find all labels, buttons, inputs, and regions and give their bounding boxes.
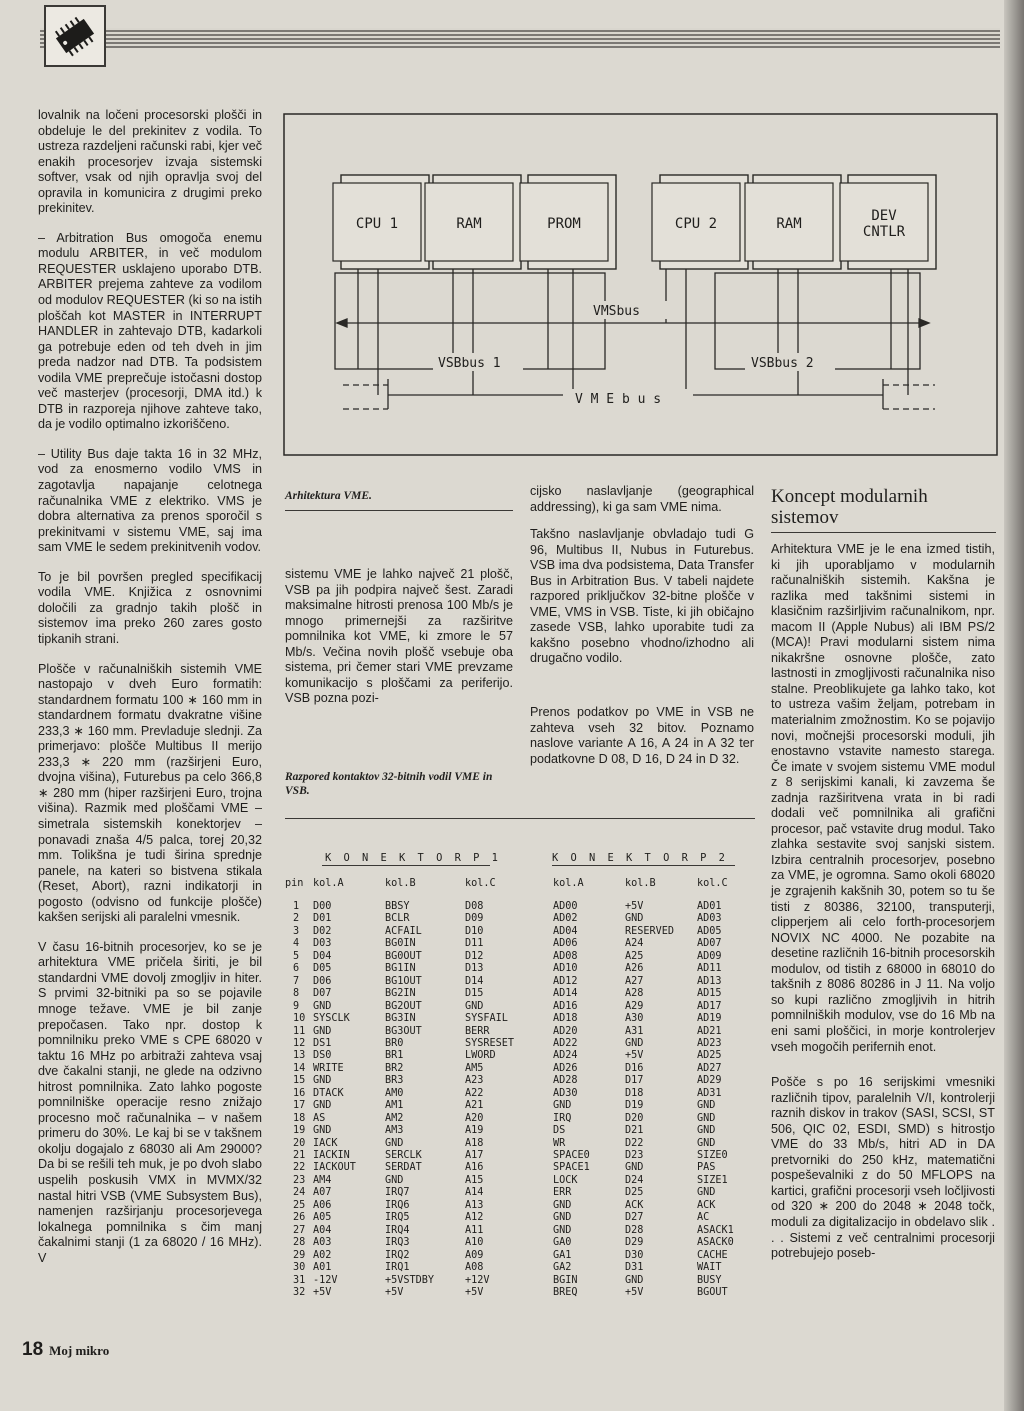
table-cell: +5V	[313, 1286, 332, 1298]
table-cell: GND	[313, 1025, 332, 1037]
column-3	[530, 484, 754, 779]
table-cell: AD30	[553, 1087, 578, 1099]
table-cell: AD18	[553, 1013, 578, 1025]
table-cell: GND	[625, 1162, 644, 1174]
table-cell: +5V	[625, 1050, 644, 1062]
table-cell: D02	[313, 925, 332, 937]
table-cell: D04	[313, 950, 332, 962]
page-number: 18	[22, 1339, 44, 1360]
table-cell: BG2OUT	[385, 1000, 422, 1012]
table-cell: D28	[625, 1224, 644, 1236]
table-cell: BREQ	[553, 1286, 578, 1298]
table-cell: +5V	[625, 901, 644, 912]
table-cell: 25	[293, 1199, 306, 1211]
table-cell: 13	[293, 1050, 306, 1062]
table-cell: GND	[313, 1100, 332, 1112]
vme-architecture-diagram	[283, 113, 999, 458]
paragraph: Prenos podatkov po VME in VSB ne zahteva vseh 32 bitov. Poznamo naslove variante A 16, A 24 in A 32 ter podatkovne D 08, D 16, D 24 in D 32.	[530, 705, 754, 766]
chip-icon	[46, 7, 104, 65]
table-cell: +12V	[465, 1274, 490, 1286]
magazine-name: Moj mikro	[49, 1343, 110, 1358]
table-cell: 24	[293, 1187, 306, 1199]
table-cell: AD27	[697, 1062, 722, 1074]
table-cell: D17	[625, 1075, 644, 1087]
table-cell: D00	[313, 901, 332, 912]
table-cell: PAS	[697, 1162, 716, 1174]
table-cell: AD31	[697, 1087, 722, 1099]
table-cell: GND	[553, 1212, 572, 1224]
table-cell: GND	[553, 1199, 572, 1211]
table-cell: D08	[465, 901, 484, 912]
table-cell: DS0	[313, 1050, 332, 1062]
table-cell: D20	[625, 1112, 644, 1124]
table-cell: D21	[625, 1125, 644, 1137]
table-cell: BR3	[385, 1075, 404, 1087]
table-cell: 1	[293, 901, 300, 912]
table-cell: DS	[553, 1125, 566, 1137]
table-cell: AM0	[385, 1087, 404, 1099]
table-cell: A15	[465, 1174, 484, 1186]
table-cell: BBSY	[385, 901, 410, 912]
table-cell: LOCK	[553, 1174, 578, 1186]
table-cell: D18	[625, 1087, 644, 1099]
table-cell: A10	[465, 1237, 484, 1249]
table-cell: 22	[293, 1162, 306, 1174]
table-cell: 15	[293, 1075, 306, 1087]
table-cell: GND	[385, 1137, 404, 1149]
table-cell: GND	[553, 1224, 572, 1236]
table-cell: kol.B	[625, 878, 656, 889]
table-cell: 27	[293, 1224, 306, 1236]
table-cell: RESERVED	[625, 925, 675, 937]
table-cell: 8	[293, 988, 300, 1000]
table-cell: kol.A	[313, 878, 344, 889]
table-cell: AM5	[465, 1062, 484, 1074]
table-cell: AM1	[385, 1100, 404, 1112]
table-cell: BGOUT	[697, 1286, 728, 1298]
table-cell: AD23	[697, 1037, 722, 1049]
paragraph: V času 16-bitnih procesorjev, ko se je arhitektura VME pričela širiti, je bil standardni VME dovolj zmogljiv in hiter. S prvimi 32-bitniki pa so se pojavile mnoge težave. VME je bil zanje prepočasen. Tako npr. dostop k pomnilniku preko VME s CPE 68020 v taktu 16 MHz po arbitraži zahteva vsaj dve čakalni stanji, ne glede na odzivno hitrost pomnilnika. Zato lahko pogoste pomnilniške operacije resno znižajo procesno moč računalnika – v našem primeru do 30%. Le kaj bi se v takšnem okolju dogajalo z 68030 ali Am 29000? Da bi se rešili teh muk, je po dvoh slabo uspelih poskusih VMX in MVMX/32 nastal hitri VSB (VME Subsystem Bus), namenjen razširjanju procesorjevega lokalnega pomnilnika s čim manj čakalnimi stanji (1 za 68020 / 16 MHz). V	[38, 939, 262, 1265]
table-cell: 26	[293, 1212, 306, 1224]
table-cell: AD16	[553, 1000, 578, 1012]
table-cell: AD09	[697, 950, 722, 962]
vmsbus-arrow-left	[337, 319, 347, 327]
table-cell: D06	[313, 975, 332, 987]
table-cell: GA1	[553, 1249, 572, 1261]
table-cell: pin	[285, 878, 304, 889]
table-cell: AD07	[697, 938, 722, 950]
table-cell: GND	[625, 913, 644, 925]
table-cell: SPACE0	[553, 1150, 590, 1161]
caption-architecture: Arhitektura VME.	[285, 490, 372, 502]
table-cell: AD26	[553, 1062, 578, 1074]
table-cell: A31	[625, 1025, 644, 1037]
table-cell: DTACK	[313, 1087, 344, 1099]
table-cell: 30	[293, 1262, 306, 1274]
table-cell: A08	[465, 1262, 484, 1274]
table-cell: A23	[465, 1075, 484, 1087]
table-cell: A28	[625, 988, 644, 1000]
table-cell: IACKOUT	[313, 1162, 356, 1174]
table-cell: BERR	[465, 1025, 490, 1037]
table-cell: AM4	[313, 1174, 332, 1186]
table-cell: 10	[293, 1013, 306, 1025]
table-cell: D14	[465, 975, 484, 987]
table-cell: D16	[625, 1062, 644, 1074]
table-cell: BR0	[385, 1037, 404, 1049]
diagram-block-label: CPU 1	[355, 216, 399, 232]
table-cell: D15	[465, 988, 484, 1000]
table-cell: 29	[293, 1249, 306, 1261]
table-cell: BG3OUT	[385, 1025, 422, 1037]
table-cell: A12	[465, 1212, 484, 1224]
table-cell: WR	[553, 1137, 566, 1149]
column-1	[38, 108, 262, 1280]
table-cell: +5V	[465, 1286, 484, 1298]
table-cell: D29	[625, 1237, 644, 1249]
paragraph: sistemu VME je lahko največ 21 plošč, VSB pa jih podpira največ šest. Zaradi maksimalne hitrosti prenosa 100 Mb/s je mnogo primernejši za razširitve pomnilnika kot VME, ki zmore le 57 Mb/s. Večina novih plošč vsebuje oba sistema, pri čemer stari VME prevzame komunikacijo s ploščami za periferijo. VSB pozna pozi-	[285, 567, 513, 706]
table-cell: 4	[293, 938, 300, 950]
table-cell: GND	[465, 1000, 484, 1012]
table-cell: AD19	[697, 1013, 722, 1025]
table-cell: 32	[293, 1286, 306, 1298]
page-footer	[22, 1339, 109, 1361]
table-cell: AD21	[697, 1025, 722, 1037]
table-cell: kol.C	[697, 878, 728, 889]
table-cell: AD00	[553, 901, 578, 912]
diagram-block-label: DEV	[871, 208, 897, 224]
table-cell: ASACK1	[697, 1224, 734, 1236]
table-cell: D22	[625, 1137, 644, 1149]
table-cell: D10	[465, 925, 484, 937]
table-cell: 23	[293, 1174, 306, 1186]
diagram-block-label: CNTLR	[862, 224, 906, 240]
table-cell: SERCLK	[385, 1150, 422, 1161]
caption-rule	[285, 510, 513, 511]
table-cell: SYSFAIL	[465, 1013, 508, 1025]
table-cell: SERDAT	[385, 1162, 422, 1174]
table-cell: GND	[553, 1100, 572, 1112]
table-cell: AD20	[553, 1025, 578, 1037]
table-cell: ASACK0	[697, 1237, 734, 1249]
table-cell: D31	[625, 1262, 644, 1274]
table-cell: D12	[465, 950, 484, 962]
table-cell: LWORD	[465, 1050, 496, 1062]
table-cell: GND	[313, 1075, 332, 1087]
table-cell: D25	[625, 1187, 644, 1199]
table-cell: AM3	[385, 1125, 404, 1137]
table-cell: AD25	[697, 1050, 722, 1062]
paragraph: Arhitektura VME je le ena izmed tistih, ki jih uporabljamo v modularnih računalniških sistemih. Kakšna je razlika med takšnimi sistemi in klasičnim razširljivim računalnikom, npr. macom II (Apple Nubus) ali IBM PS/2 (MCA)! Pravi modularni sistem nima nikakršne osnovne plošče, zato lastnosti in zmogljivosti računalnika niso stalne. Preoblikujete ga lahko tako, kot to ustreza vašim željam, potrebam in materialnim zmožnostim. Ko se pojavijo novi, močnejši procesorski moduli, jih enostavno vstavite namesto starega. Če imate v svojem sistemu VME modul z 8 serijskimi kanali, ki zavzema še zadnja razširitvena vrata in bi radi dodali več pomnilnika ali grafični procesor, pač vstavite drug modul. Tako zlahka sestavite svoj sanjski sistem. Izbira centralnih procesorjev, posebno za VME, je ogromna. Samo okoli 68020 je zgrajenih kakšnih 30, potem so tu še tisti z 80386, 32100, transputerji, clipperjem ali celo forth-procesorjem NOVIX NC 4000. Ne pozabite na desetine različnih 16-bitnih procesorskih modulov, od tistih z 68000 in 68010 do takšnih z 8086 80286 in J 11. Na voljo so kupi različno zmogljivih in hitrih pomnilniških modulov, vse do 16 Mb na eni sami ploščici, in morje kontrolerjev vseh mogočih perifernih enot.	[771, 542, 996, 1054]
paragraph: – Arbitration Bus omogoča enemu modulu ARBITER, in več modulom REQUESTER usklajeno uporabo DTB. ARBITER prejema zahteve za vodilom od modulov REQUESTER (ki so na istih ploščah kot MASTER in INTERRUPT HANDLER in zahtevajo DTB, kadarkoli ga potrebuje eden od teh dveh in jim preda nadzor nad DTB. Ta podsistem vodila VME preprečuje istočasni dostop več masterjev (procesorji, DMA itd.) k DTB in razporeja njihove zahteve tako, da je vodilo optimalno izkoriščeno.	[38, 230, 262, 432]
table-cell: A22	[465, 1087, 484, 1099]
paragraph: cijsko naslavljanje (geographical addressing), ki ga sam VME nima.	[530, 484, 754, 514]
paragraph: Takšno naslavljanje obvladajo tudi G 96, Multibus II, Nubus in Futurebus. VSB ima dva podsistema, Data Transfer Bus in Arbitration Bus. V tabeli najdete razpored priključkov 32-bitne plošče v VME, VMS in VSB. Tiste, ki jih običajno zasede VSB, lahko uporabite tudi za kakšno posebno vhodno/izhodno ali drugačno vodilo.	[530, 527, 754, 666]
connectors	[358, 269, 908, 395]
table-cell: IRQ	[553, 1112, 572, 1124]
table-cell: AD03	[697, 913, 722, 925]
header-rule	[40, 28, 1000, 48]
table-cell: A04	[313, 1224, 332, 1236]
table-cell: BGIN	[553, 1274, 578, 1286]
paragraph: Pošče s po 16 serijskimi vmesniki različnih tipov, paralelnih V/I, kontrolerji raznih diskov in trakov (SASI, SCSI, ST 506, QIC 02, ESDI, SMD) s hitrostjo VME do 33 Mb/s, hitri AD in DA pretvorniki do 250 kHz, matematični pospeševalniki z do 50 MFLOPS na kartici, grafični procesorji vseh ločljivosti od 320 ∗ 200 do 2048 ∗ 2048 točk, moduli za digitalizacijo in obdelavo slik . . . Sistemi z več centralnimi procesorji potrebujejo poseb-	[771, 1075, 995, 1261]
table-cell: A01	[313, 1262, 332, 1274]
paragraph: lovalnik na ločeni procesorski plošči in obdeluje le del prekinitev z vodila. To ustreza razdeljeni računski rabi, kjer več enakih procesorjev izvaja sistemski softver, vsak od njih opravlja svoj del opravila in komunicira z drugimi preko prekinitev.	[38, 108, 262, 216]
table-cell: IRQ7	[385, 1187, 410, 1199]
vsbbus-2-label: VSBbus 2	[751, 356, 814, 371]
chip-logo	[44, 5, 106, 67]
title-underline-p2	[552, 865, 735, 866]
table-cell: A25	[625, 950, 644, 962]
table-cell: A21	[465, 1100, 484, 1112]
table-cell: 17	[293, 1100, 306, 1112]
table-cell: 6	[293, 963, 300, 975]
table-cell: A17	[465, 1150, 484, 1161]
table-cell: D30	[625, 1249, 644, 1261]
table-cell: SIZE1	[697, 1174, 728, 1186]
table-cell: D27	[625, 1212, 644, 1224]
table-title-p2: K O N E K T O R P 2	[552, 852, 728, 864]
diagram-block-label: RAM	[776, 216, 802, 232]
section-heading: Koncept modularnih sistemov	[771, 486, 928, 528]
table-cell: D11	[465, 938, 484, 950]
table-cell: GND	[625, 1037, 644, 1049]
table-cell: IACKIN	[313, 1150, 350, 1161]
table-cell: WAIT	[697, 1262, 722, 1274]
table-cell: +5V	[385, 1286, 404, 1298]
table-cell: SYSCLK	[313, 1013, 350, 1025]
table-cell: D01	[313, 913, 332, 925]
table-cell: AD29	[697, 1075, 722, 1087]
caption-table: Razpored kontaktov 32-bitnih vodil VME in VSB.	[285, 771, 493, 797]
table-cell: BG1IN	[385, 963, 416, 975]
table-cell: A07	[313, 1187, 332, 1199]
table-cell: 3	[293, 925, 300, 937]
table-cell: BR2	[385, 1062, 404, 1074]
paragraph: Plošče v računalniških sistemih VME nastopajo v dveh Euro formatih: standardnem formatu 100 ∗ 160 mm in standardnem formatu dvakratne višine 233,3 ∗ 160 mm. Prevladuje slednji. Za primerjavo: plošče Multibus II merijo 233,3 ∗ 220 mm (razširjeni Euro, dvojna višina), Futurebus pa celo 366,8 ∗ 280 mm (hiper razširjeni Euro, trojna višina). Razmik med ploščami VME – simetrala sistemskih konektorjev – ponavadi znaša 4/5 palca, torej 20,32 mm. Tolikšna je tudi širina sprednje panele, na kateri so bistvena stikala (Reset, Abort), razni indikatorji in pogosto (odvisno od funkcije plošče) kakšen serijski ali paralelni vmesnik.	[38, 661, 262, 925]
table-cell: A02	[313, 1249, 332, 1261]
table-cell: D05	[313, 963, 332, 975]
table-cell: kol.B	[385, 878, 416, 889]
title-underline-p1	[322, 865, 490, 866]
table-cell: A27	[625, 975, 644, 987]
table-cell: A03	[313, 1237, 332, 1249]
table-cell: GND	[313, 1125, 332, 1137]
table-cell: IRQ5	[385, 1212, 410, 1224]
table-cell: AD05	[697, 925, 722, 937]
table-cell: A20	[465, 1112, 484, 1124]
table-cell: AD13	[697, 975, 722, 987]
table-cell: -12V	[313, 1274, 338, 1286]
table-cell: AD15	[697, 988, 722, 1000]
table-cell: 2	[293, 913, 300, 925]
table-cell: AD17	[697, 1000, 722, 1012]
table-cell: AD08	[553, 950, 578, 962]
table-cell: GND	[697, 1125, 716, 1137]
table-cell: GND	[697, 1112, 716, 1124]
table-cell: AD10	[553, 963, 578, 975]
table-cell: 9	[293, 1000, 300, 1012]
table-cell: A11	[465, 1224, 484, 1236]
table-cell: GND	[697, 1137, 716, 1149]
table-cell: CACHE	[697, 1249, 728, 1261]
table-cell: GND	[625, 1274, 644, 1286]
table-cell: AD22	[553, 1037, 578, 1049]
table-cell: GND	[697, 1187, 716, 1199]
table-cell: A24	[625, 938, 644, 950]
table-cell: GA0	[553, 1237, 572, 1249]
table-cell: BG2IN	[385, 988, 416, 1000]
table-cell: A29	[625, 1000, 644, 1012]
table-cell: 5	[293, 950, 300, 962]
table-cell: A09	[465, 1249, 484, 1261]
table-cell: AD06	[553, 938, 578, 950]
table-cell: A05	[313, 1212, 332, 1224]
table-cell: AD12	[553, 975, 578, 987]
page-binding-shadow	[1004, 0, 1024, 1411]
diagram-block-label: RAM	[456, 216, 482, 232]
table-cell: AD11	[697, 963, 722, 975]
table-cell: kol.C	[465, 878, 496, 889]
vsbbus-1-label: VSBbus 1	[438, 356, 501, 371]
table-cell: AM2	[385, 1112, 404, 1124]
table-title-p1: K O N E K T O R P 1	[325, 852, 501, 864]
table-cell: DS1	[313, 1037, 332, 1049]
table-cell: AD24	[553, 1050, 578, 1062]
paragraph: To je bil površen pregled specifikacij vodila VME. Knjižica z osnovnimi določili za gradnjo takih plošč in sistemov ima preko 260 zares gosto tipkanih strani.	[38, 569, 262, 646]
table-cell: AD01	[697, 901, 722, 912]
table-cell: AD14	[553, 988, 578, 1000]
table-cell: IRQ4	[385, 1224, 410, 1236]
column-4	[771, 542, 995, 1274]
diagram-block-label: PROM	[547, 216, 581, 232]
table-cell: BG0IN	[385, 938, 416, 950]
connector-table	[285, 870, 755, 1298]
table-cell: BG0OUT	[385, 950, 422, 962]
table-cell: BG1OUT	[385, 975, 422, 987]
table-cell: 18	[293, 1112, 306, 1124]
table-cell: A06	[313, 1199, 332, 1211]
table-cell: A16	[465, 1162, 484, 1174]
table-cell: SPACE1	[553, 1162, 590, 1174]
table-cell: IRQ3	[385, 1237, 410, 1249]
table-cell: AS	[313, 1112, 326, 1124]
table-cell: 21	[293, 1150, 306, 1161]
table-cell: A18	[465, 1137, 484, 1149]
table-cell: AD04	[553, 925, 578, 937]
table-cell: D13	[465, 963, 484, 975]
heading-rule	[771, 532, 996, 533]
table-cell: 7	[293, 975, 300, 987]
table-rule	[285, 818, 755, 819]
table-cell: A26	[625, 963, 644, 975]
column-2	[285, 567, 513, 721]
table-cell: D19	[625, 1100, 644, 1112]
table-cell: BG3IN	[385, 1013, 416, 1025]
table-cell: 12	[293, 1037, 306, 1049]
table-cell: AD28	[553, 1075, 578, 1087]
table-cell: ACK	[697, 1199, 716, 1211]
table-cell: WRITE	[313, 1062, 344, 1074]
table-cell: kol.A	[553, 878, 584, 889]
table-cell: GND	[697, 1100, 716, 1112]
table-cell: IACK	[313, 1137, 338, 1149]
table-cell: 28	[293, 1237, 306, 1249]
table-cell: 14	[293, 1062, 306, 1074]
table-cell: 16	[293, 1087, 306, 1099]
diagram-block-label: CPU 2	[674, 216, 718, 232]
table-cell: BUSY	[697, 1274, 722, 1286]
table-cell: AC	[697, 1212, 710, 1224]
table-cell: BCLR	[385, 913, 410, 925]
table-cell: +5VSTDBY	[385, 1274, 435, 1286]
table-cell: GA2	[553, 1262, 572, 1274]
table-cell: ACFAIL	[385, 925, 422, 937]
table-cell: AD02	[553, 913, 578, 925]
table-cell: GND	[385, 1174, 404, 1186]
table-cell: D09	[465, 913, 484, 925]
table-cell: BR1	[385, 1050, 404, 1062]
table-cell: 31	[293, 1274, 306, 1286]
table-cell: 19	[293, 1125, 306, 1137]
table-cell: D23	[625, 1150, 644, 1161]
table-cell: A13	[465, 1199, 484, 1211]
table-cell: IRQ1	[385, 1262, 410, 1274]
paragraph: – Utility Bus daje takta 16 in 32 MHz, vod za enosmerno vodilo VMS in zagotavlja napajanje celotnega računalnika VME z elektriko. VMS je dobra alternativa za prenos sporočil s prekinitvami v sistemu VME, saj ima sam VME le sedem prekinitvenih vodov.	[38, 446, 262, 555]
vmebus-label: V M E b u s	[575, 392, 662, 407]
table-cell: A30	[625, 1013, 644, 1025]
table-cell: D07	[313, 988, 332, 1000]
table-cell: +5V	[625, 1286, 644, 1298]
table-cell: GND	[313, 1000, 332, 1012]
table-cell: 11	[293, 1025, 306, 1037]
table-cell: SIZE0	[697, 1150, 728, 1161]
table-cell: SYSRESET	[465, 1037, 515, 1049]
table-cell: 20	[293, 1137, 306, 1149]
table-cell: D24	[625, 1174, 644, 1186]
vmsbus-label: VMSbus	[593, 304, 640, 319]
table-cell: ACK	[625, 1199, 644, 1211]
table-cell: IRQ6	[385, 1199, 410, 1211]
table-cell: A14	[465, 1187, 484, 1199]
table-cell: D03	[313, 938, 332, 950]
table-cell: ERR	[553, 1187, 572, 1199]
table-cell: A19	[465, 1125, 484, 1137]
table-cell: IRQ2	[385, 1249, 410, 1261]
